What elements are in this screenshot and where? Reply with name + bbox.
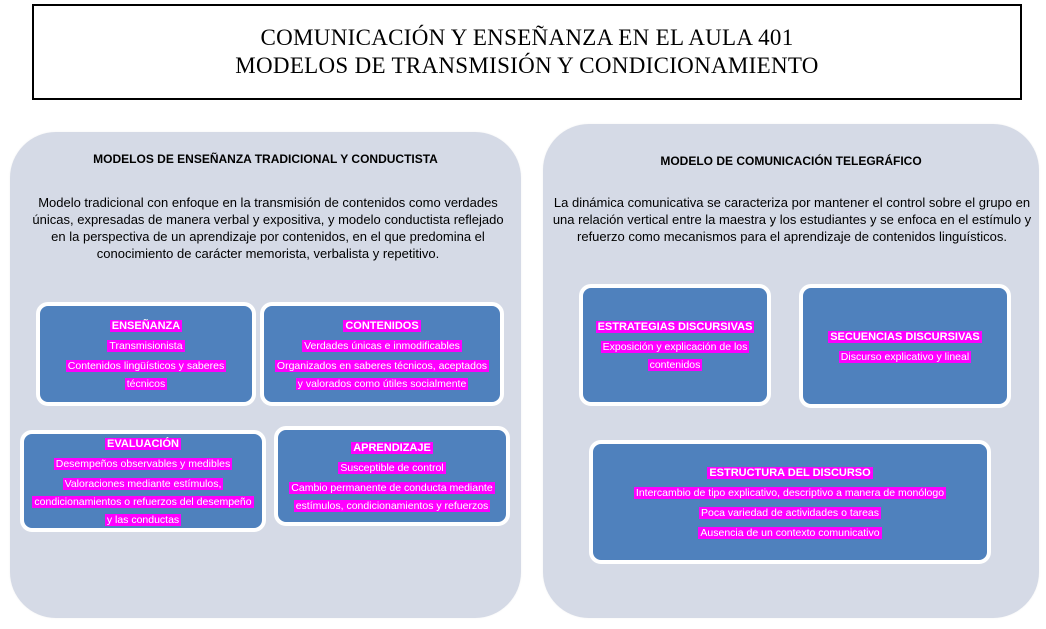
card-item: Susceptible de control [340,462,444,474]
card-item: Transmisionista [109,340,183,352]
card-item: Ausencia de un contexto comunicativo [700,527,880,539]
card-title: APRENDIZAJE [353,442,431,454]
card-title: ESTRUCTURA DEL DISCURSO [709,467,871,479]
card-title: ESTRATEGIAS DISCURSIVAS [597,321,753,333]
left-panel-heading: MODELOS DE ENSEÑANZA TRADICIONAL Y CONDUCTISTA [93,152,438,166]
card-item: Discurso explicativo y lineal [840,351,970,363]
card-title: EVALUACIÓN [107,438,179,450]
card-secuencias [799,284,1011,408]
card-item: Poca variedad de actividades o tareas [700,507,880,519]
card-item: Organizados en saberes técnicos, aceptados y valorados como útiles socialmente [276,360,488,390]
card-title: CONTENIDOS [345,320,419,332]
left-panel [10,132,521,618]
card-title: ENSEÑANZA [111,320,181,332]
card-title: SECUENCIAS DISCURSIVAS [830,331,980,343]
right-panel-heading: MODELO DE COMUNICACIÓN TELEGRÁFICO [660,154,922,168]
card-contenidos [260,302,504,406]
card-item: Intercambio de tipo explicativo, descriptivo a manera de monólogo [635,487,945,499]
card-estructura [589,440,991,564]
card-estrategias [579,284,771,406]
title-line-2: MODELOS DE TRANSMISIÓN Y CONDICIONAMIENTO [235,53,819,78]
card-item: Valoraciones mediante estímulos, condicionamientos o refuerzos del desempeño y las conductas [34,478,252,526]
card-item: Desempeños observables y medibles [55,458,231,470]
card-item: Cambio permanente de conducta mediante estímulos, condicionamientos y refuerzos [291,482,493,512]
card-item: Exposición y explicación de los contenidos [602,341,748,371]
right-panel [543,124,1039,618]
card-evaluacion [20,430,266,532]
title-box [32,4,1022,100]
right-panel-description: La dinámica comunicativa se caracteriza por mantener el control sobre el grupo en una relación vertical entre la maestra y los estudiantes y se enfoca en el estímulo y refuerzo como mecanismos para el aprendizaje de contenidos linguísticos. [552,195,1032,244]
card-aprendizaje [274,426,510,526]
left-panel-description: Modelo tradicional con enfoque en la transmisión de contenidos como verdades únicas, expresadas de manera verbal y expositiva, y modelo conductista reflejado en la perspectiva de un aprendizaje por contenidos, en el que predomina el conocimiento de carácter memorista, verbalista y repetitivo. [32,195,504,261]
title-line-1: COMUNICACIÓN Y ENSEÑANZA EN EL AULA 401 [260,25,794,50]
card-item: Contenidos lingüísticos y saberes técnicos [67,360,225,390]
card-ensenanza [36,302,256,406]
card-item: Verdades únicas e inmodificables [304,340,460,352]
